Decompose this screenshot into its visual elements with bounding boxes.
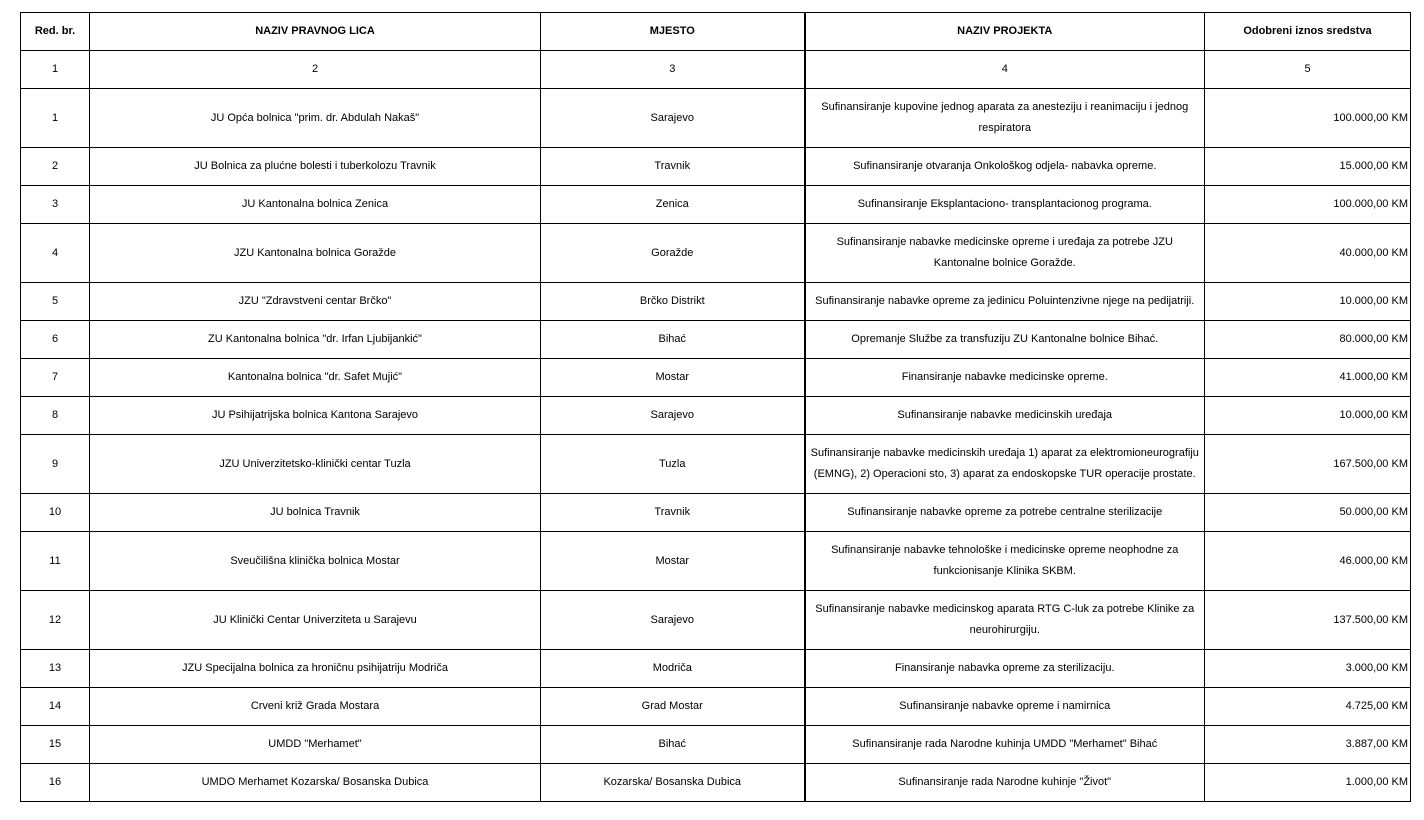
table-row: [21, 89, 1411, 148]
place: Tuzla: [541, 435, 805, 494]
table-row: [21, 321, 1411, 359]
project-name: Sufinansiranje nabavke medicinskog aparata RTG C-luk za potrebe Klinike za neurohirurgiju.: [805, 591, 1205, 650]
header-odobreni-iznos: Odobreni iznos sredstva: [1205, 13, 1411, 51]
place: Bihać: [541, 726, 805, 764]
place: Mostar: [541, 359, 805, 397]
column-number-row: [21, 51, 1411, 89]
approved-amount: 10.000,00 KM: [1205, 397, 1411, 435]
place: Kozarska/ Bosanska Dubica: [541, 764, 805, 802]
project-name: Sufinansiranje nabavke opreme za jedinicu Poluintenzivne njege na pedijatriji.: [805, 283, 1205, 321]
place: Travnik: [541, 494, 805, 532]
column-number: 5: [1205, 51, 1411, 89]
row-number: 10: [21, 494, 90, 532]
place: Sarajevo: [541, 591, 805, 650]
place: Mostar: [541, 532, 805, 591]
project-name: Sufinansiranje kupovine jednog aparata za anesteziju i reanimaciju i jednog respiratora: [805, 89, 1205, 148]
table-row: [21, 435, 1411, 494]
place: Sarajevo: [541, 397, 805, 435]
approved-amount: 167.500,00 KM: [1205, 435, 1411, 494]
table-row: [21, 359, 1411, 397]
project-name: Sufinansiranje rada Narodne kuhinja UMDD "Merhamet" Bihać: [805, 726, 1205, 764]
column-number: 1: [21, 51, 90, 89]
approved-amount: 100.000,00 KM: [1205, 89, 1411, 148]
table-row: [21, 688, 1411, 726]
grants-table: [20, 12, 1411, 802]
row-number: 4: [21, 224, 90, 283]
project-name: Sufinansiranje Eksplantaciono- transplantacionog programa.: [805, 186, 1205, 224]
table-row: [21, 532, 1411, 591]
legal-entity-name: Kantonalna bolnica "dr. Safet Mujić": [90, 359, 541, 397]
header-red-br: Red. br.: [21, 13, 90, 51]
project-name: Sufinansiranje nabavke opreme i namirnica: [805, 688, 1205, 726]
legal-entity-name: JU Bolnica za plućne bolesti i tuberkolozu Travnik: [90, 148, 541, 186]
approved-amount: 1.000,00 KM: [1205, 764, 1411, 802]
approved-amount: 41.000,00 KM: [1205, 359, 1411, 397]
project-name: Finansiranje nabavka opreme za sterilizaciju.: [805, 650, 1205, 688]
legal-entity-name: Crveni križ Grada Mostara: [90, 688, 541, 726]
legal-entity-name: JZU "Zdravstveni centar Brčko": [90, 283, 541, 321]
approved-amount: 3.887,00 KM: [1205, 726, 1411, 764]
approved-amount: 40.000,00 KM: [1205, 224, 1411, 283]
legal-entity-name: JU Kantonalna bolnica Zenica: [90, 186, 541, 224]
table-row: [21, 148, 1411, 186]
place: Grad Mostar: [541, 688, 805, 726]
row-number: 1: [21, 89, 90, 148]
row-number: 15: [21, 726, 90, 764]
project-name: Sufinansiranje nabavke medicinskih uređaja 1) aparat za elektromioneurografiju (EMNG), 2) Operacioni sto, 3) aparat za endoskopske TUR operacije prostate.: [805, 435, 1205, 494]
approved-amount: 4.725,00 KM: [1205, 688, 1411, 726]
place: Travnik: [541, 148, 805, 186]
legal-entity-name: UMDD "Merhamet": [90, 726, 541, 764]
table-row: [21, 397, 1411, 435]
project-name: Sufinansiranje nabavke medicinske opreme i uređaja za potrebe JZU Kantonalne bolnice Goražde.: [805, 224, 1205, 283]
legal-entity-name: JZU Univerzitetsko-klinički centar Tuzla: [90, 435, 541, 494]
project-name: Sufinansiranje nabavke opreme za potrebe centralne sterilizacije: [805, 494, 1205, 532]
legal-entity-name: UMDO Merhamet Kozarska/ Bosanska Dubica: [90, 764, 541, 802]
place: Sarajevo: [541, 89, 805, 148]
place: Goražde: [541, 224, 805, 283]
approved-amount: 3.000,00 KM: [1205, 650, 1411, 688]
column-number: 2: [90, 51, 541, 89]
header-naziv-pravnog-lica: NAZIV PRAVNOG LICA: [90, 13, 541, 51]
table-body: [21, 89, 1411, 802]
header-naziv-projekta: NAZIV PROJEKTA: [805, 13, 1205, 51]
project-name: Sufinansiranje rada Narodne kuhinje "Život": [805, 764, 1205, 802]
row-number: 13: [21, 650, 90, 688]
column-number: 4: [805, 51, 1205, 89]
approved-amount: 80.000,00 KM: [1205, 321, 1411, 359]
approved-amount: 15.000,00 KM: [1205, 148, 1411, 186]
row-number: 7: [21, 359, 90, 397]
legal-entity-name: JZU Kantonalna bolnica Goražde: [90, 224, 541, 283]
approved-amount: 100.000,00 KM: [1205, 186, 1411, 224]
table-row: [21, 650, 1411, 688]
approved-amount: 137.500,00 KM: [1205, 591, 1411, 650]
row-number: 9: [21, 435, 90, 494]
legal-entity-name: JU bolnica Travnik: [90, 494, 541, 532]
legal-entity-name: ZU Kantonalna bolnica "dr. Irfan Ljubijankić": [90, 321, 541, 359]
legal-entity-name: JZU Specijalna bolnica za hroničnu psihijatriju Modriča: [90, 650, 541, 688]
place: Zenica: [541, 186, 805, 224]
column-number: 3: [541, 51, 805, 89]
legal-entity-name: Sveučilišna klinička bolnica Mostar: [90, 532, 541, 591]
project-name: Finansiranje nabavke medicinske opreme.: [805, 359, 1205, 397]
row-number: 2: [21, 148, 90, 186]
row-number: 14: [21, 688, 90, 726]
row-number: 16: [21, 764, 90, 802]
table-row: [21, 283, 1411, 321]
legal-entity-name: JU Opća bolnica "prim. dr. Abdulah Nakaš": [90, 89, 541, 148]
table-row: [21, 224, 1411, 283]
project-name: Opremanje Službe za transfuziju ZU Kantonalne bolnice Bihać.: [805, 321, 1205, 359]
legal-entity-name: JU Klinički Centar Univerziteta u Sarajevu: [90, 591, 541, 650]
legal-entity-name: JU Psihijatrijska bolnica Kantona Sarajevo: [90, 397, 541, 435]
approved-amount: 46.000,00 KM: [1205, 532, 1411, 591]
header-row: [21, 13, 1411, 51]
project-name: Sufinansiranje nabavke medicinskih uređaja: [805, 397, 1205, 435]
row-number: 3: [21, 186, 90, 224]
row-number: 12: [21, 591, 90, 650]
place: Bihać: [541, 321, 805, 359]
table-row: [21, 591, 1411, 650]
place: Brčko Distrikt: [541, 283, 805, 321]
project-name: Sufinansiranje otvaranja Onkološkog odjela- nabavka opreme.: [805, 148, 1205, 186]
approved-amount: 10.000,00 KM: [1205, 283, 1411, 321]
row-number: 11: [21, 532, 90, 591]
project-name: Sufinansiranje nabavke tehnološke i medicinske opreme neophodne za funkcionisanje Klinika SKBM.: [805, 532, 1205, 591]
approved-amount: 50.000,00 KM: [1205, 494, 1411, 532]
row-number: 5: [21, 283, 90, 321]
table-row: [21, 186, 1411, 224]
header-mjesto: MJESTO: [541, 13, 805, 51]
table-row: [21, 764, 1411, 802]
table-row: [21, 494, 1411, 532]
place: Modriča: [541, 650, 805, 688]
table-row: [21, 726, 1411, 764]
row-number: 8: [21, 397, 90, 435]
row-number: 6: [21, 321, 90, 359]
